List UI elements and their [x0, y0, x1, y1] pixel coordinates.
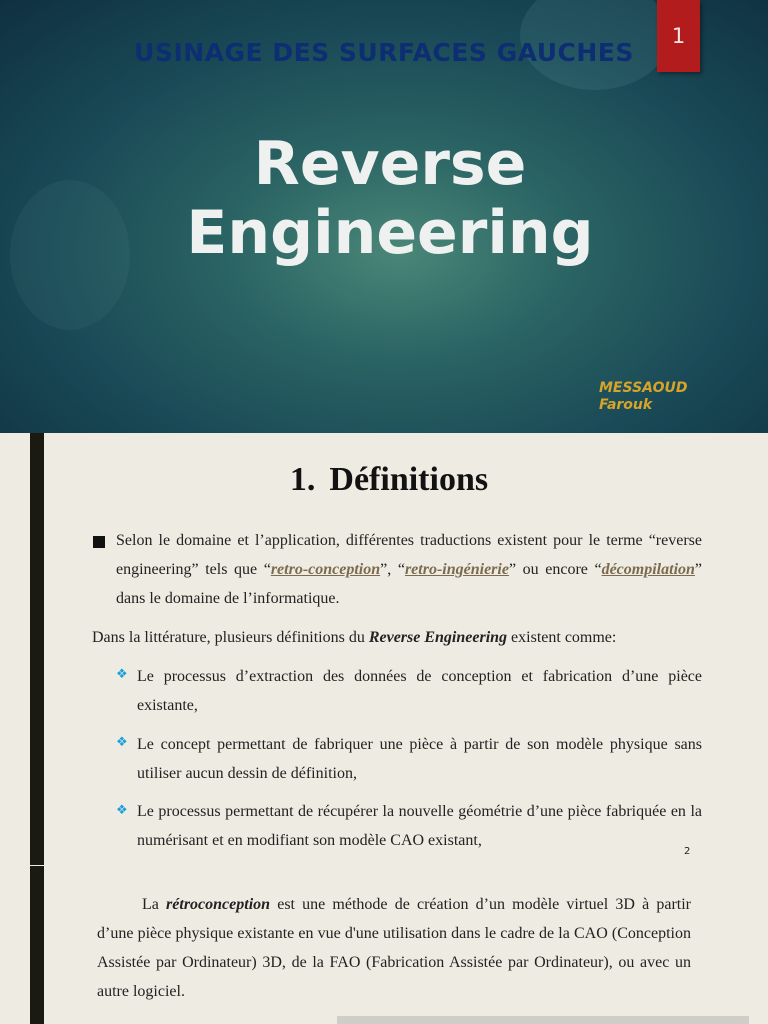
page-number: 2 — [684, 846, 691, 857]
literature-text: existent comme: — [507, 629, 617, 646]
term-decompilation: décompilation — [601, 561, 695, 578]
definition-item: Le processus d’extraction des données de conception et fabrication d’une pièce existante, — [137, 668, 702, 714]
intro-text: ”, “ — [380, 561, 405, 578]
slide-title — [0, 130, 768, 268]
term-retro-ingenierie: retro-ingénierie — [404, 561, 509, 578]
slide-number-badge: 1 — [657, 0, 700, 72]
intro-paragraph — [116, 526, 702, 613]
retro-emphasis: rétroconception — [166, 896, 271, 913]
title-line: Engineering — [186, 198, 594, 268]
literature-paragraph — [92, 623, 712, 652]
section-title: Définitions — [329, 461, 489, 498]
square-bullet-icon — [93, 536, 105, 548]
retro-text: La — [142, 896, 167, 913]
figure-placeholder — [337, 1016, 749, 1024]
term-retro-conception: retro-conception — [270, 561, 381, 578]
course-title: USINAGE DES SURFACES GAUCHES — [134, 38, 634, 67]
page-side-bar — [30, 866, 44, 1024]
intro-text: ” dans le domaine de l’informatique. — [116, 561, 703, 607]
section-heading — [0, 461, 768, 499]
author-last-name: MESSAOUD — [599, 380, 688, 396]
definition-item: Le processus permettant de récupérer la nouvelle géométrie d’une pièce fabriquée en la numérisant et en modifiant son modèle CAO existant, — [137, 803, 702, 849]
retro-text: est une méthode de création d’un modèle virtuel 3D à partir d’une pièce physique existante en vue d'une utilisation dans le cadre de la CAO (Conception Assistée par Ordinateur) 3D, de la FAO (Fabrication Assistée par Ordinateur), ou avec un autre logiciel. — [97, 896, 691, 1000]
literature-text: Dans la littérature, plusieurs définitions du — [92, 629, 369, 646]
title-slide — [0, 0, 768, 433]
literature-emphasis: Reverse Engineering — [368, 629, 508, 646]
definition-item: Le concept permettant de fabriquer une pièce à partir de son modèle physique sans utiliser aucun dessin de définition, — [137, 736, 702, 782]
diamond-bullet-icon: ❖ — [116, 802, 128, 817]
diamond-bullet-icon: ❖ — [116, 666, 128, 681]
section-number: 1. — [289, 461, 316, 498]
document-page — [0, 433, 768, 1024]
author — [599, 380, 687, 414]
title-line: Reverse — [253, 129, 527, 199]
intro-text: ” ou encore “ — [508, 561, 602, 578]
retroconception-paragraph — [97, 890, 691, 1006]
diamond-bullet-icon: ❖ — [116, 734, 128, 749]
intro-text: Selon le domaine et l’application, différentes traductions existent pour le terme “reverse engineering” tels que “ — [116, 532, 702, 578]
author-first-name: Farouk — [599, 397, 653, 413]
